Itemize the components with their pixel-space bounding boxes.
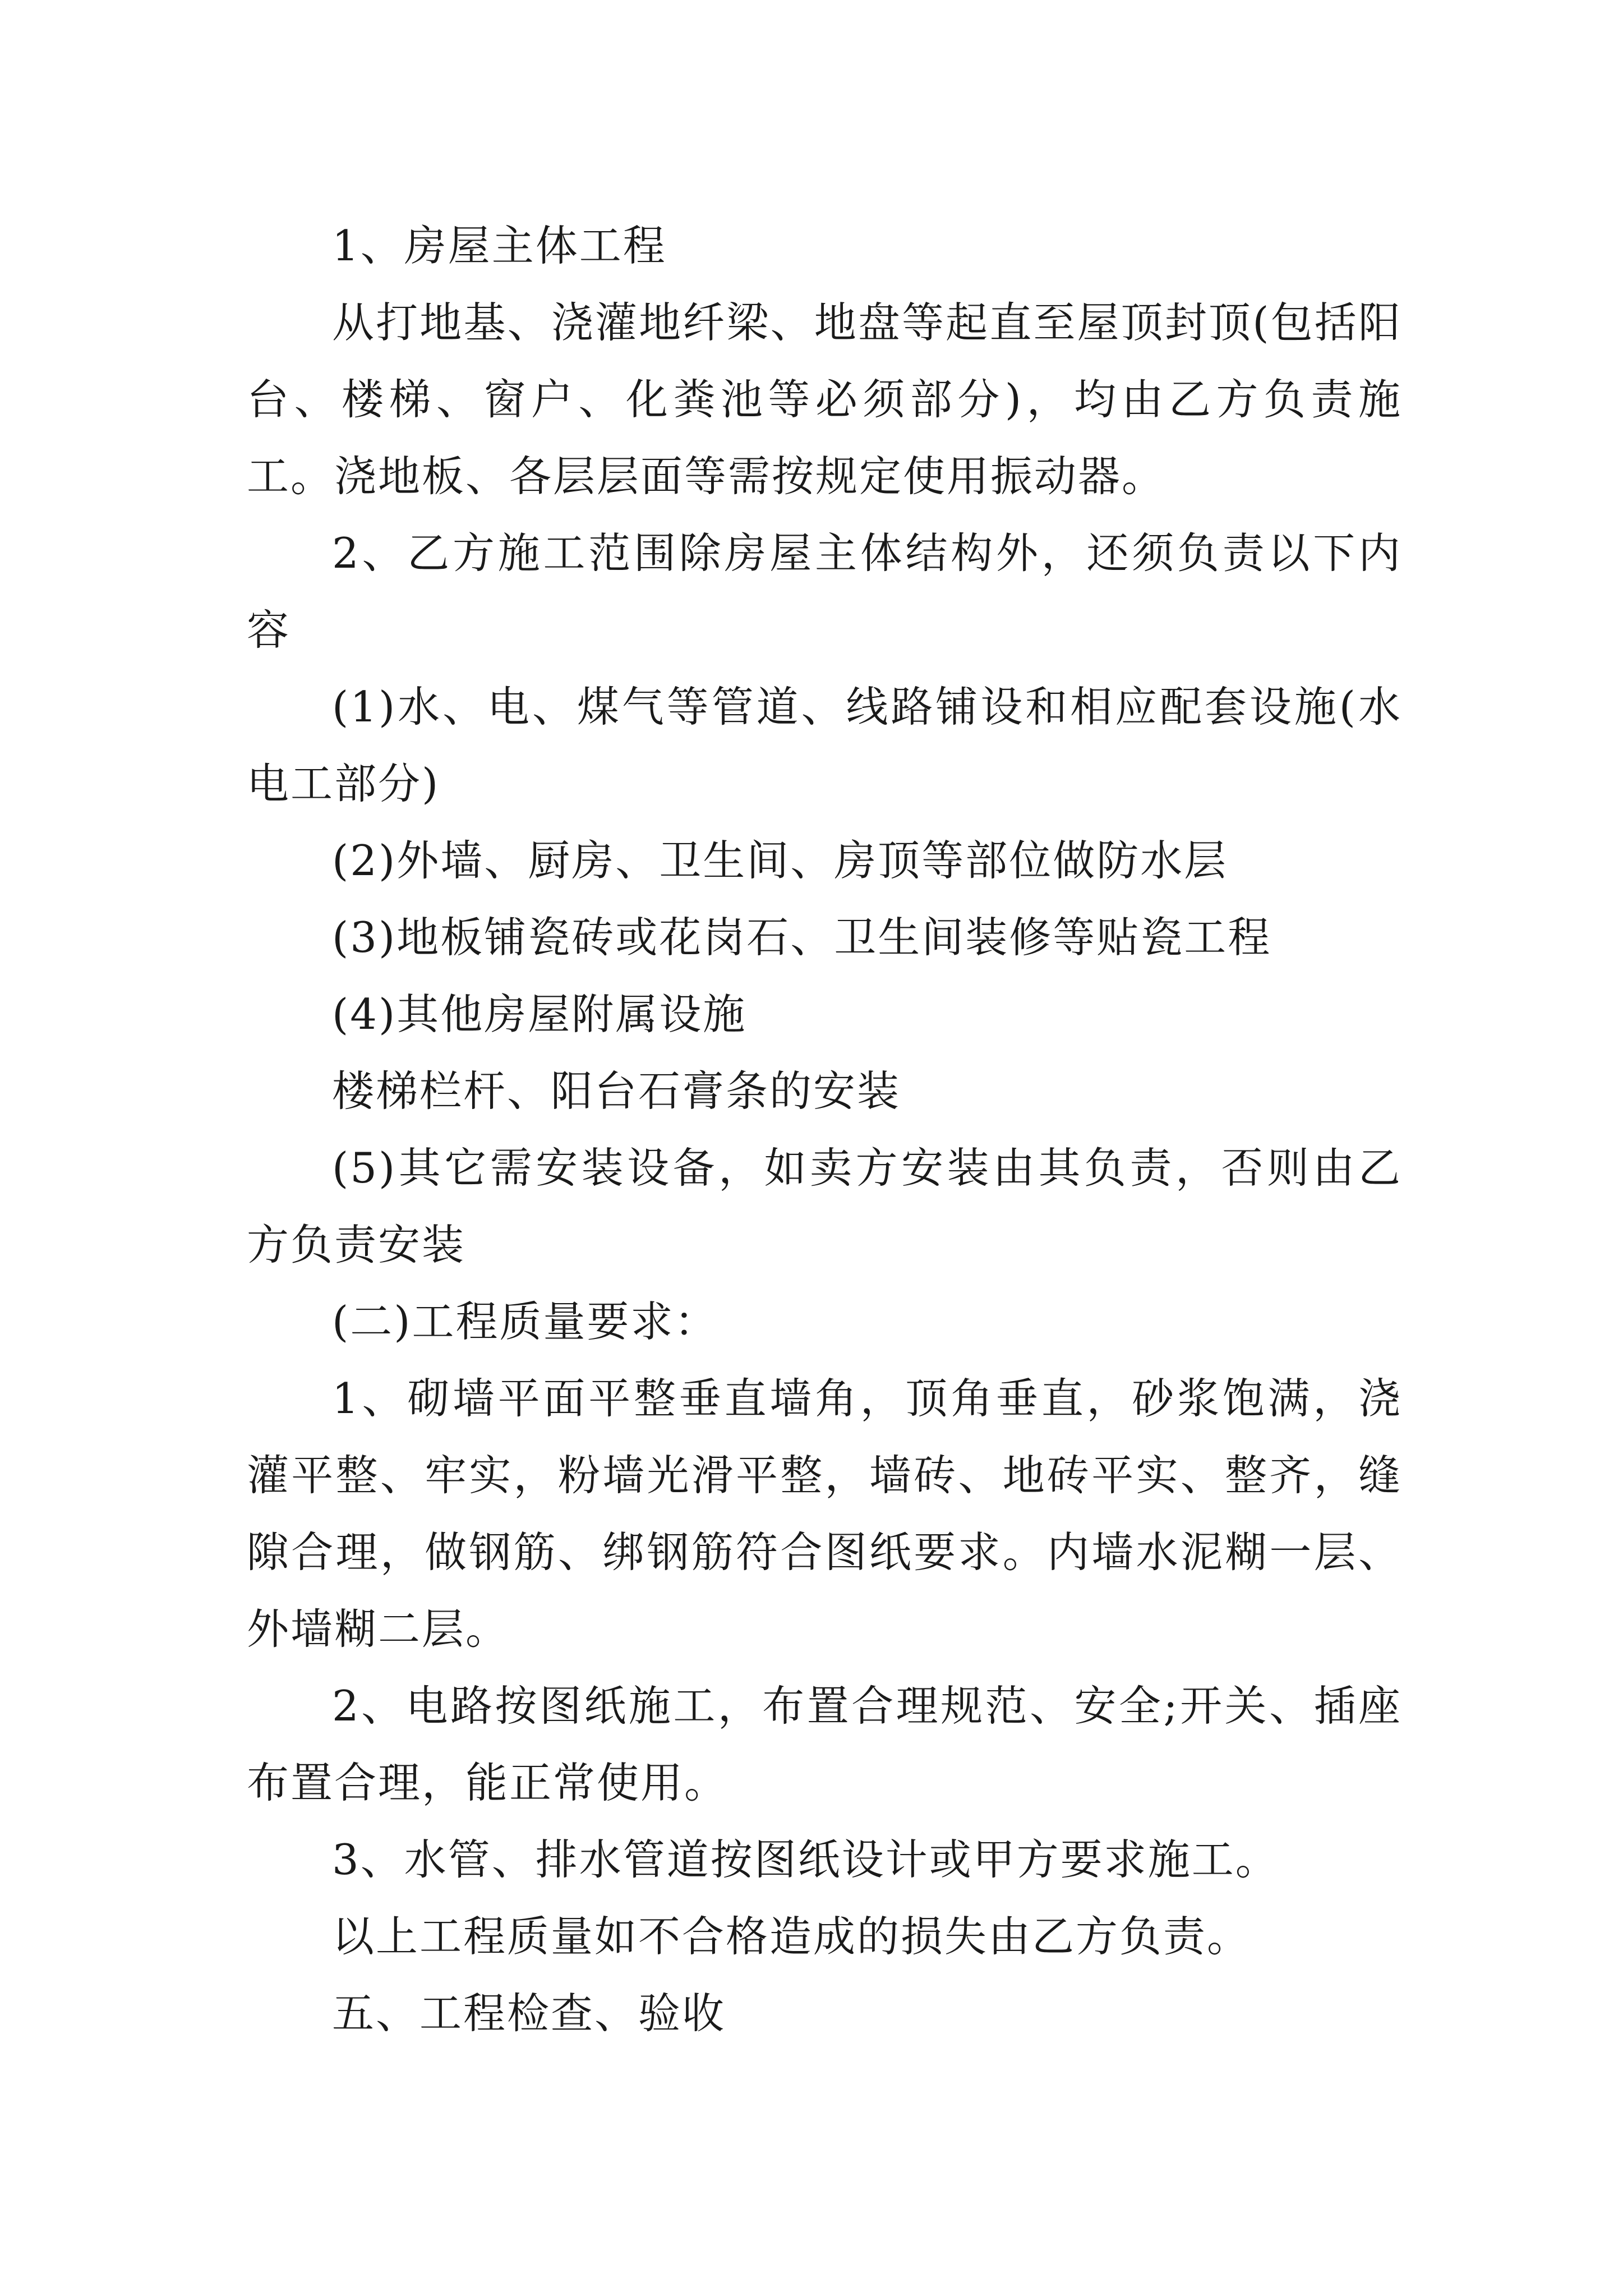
paragraph-plumbing-quality: 3、水管、排水管道按图纸设计或甲方要求施工。 bbox=[332, 1835, 1279, 1884]
list-item-other-equipment: (5)其它需安装设备，如卖方安装由其负责，否则由乙方负责安装 bbox=[247, 1143, 1402, 1269]
paragraph-railings-installation: 楼梯栏杆、阳台石膏条的安装 bbox=[332, 1066, 901, 1116]
section-heading-inspection: 五、工程检查、验收 bbox=[332, 1989, 726, 2038]
paragraph-liability: 以上工程质量如不合格造成的损失由乙方负责。 bbox=[332, 1912, 1251, 1961]
list-item-utilities: (1)水、电、煤气等管道、线路铺设和相应配套设施(水电工部分) bbox=[247, 682, 1402, 808]
document-body bbox=[247, 208, 1402, 2052]
paragraph-main-structure-scope: 从打地基、浇灌地纤梁、地盘等起直至屋顶封顶(包括阳台、楼梯、窗户、化粪池等必须部分)，均由乙方负责施工。浇地板、各层层面等需按规定使用振动器。 bbox=[247, 298, 1402, 501]
paragraph-masonry-quality: 1、砌墙平面平整垂直墙角，顶角垂直，砂浆饱满，浇灌平整、牢实，粉墙光滑平整，墙砖、地砖平实、整齐，缝隙合理，做钢筋、绑钢筋符合图纸要求。内墙水泥糊一层、外墙糊二层。 bbox=[247, 1374, 1402, 1654]
list-item-waterproofing: (2)外墙、厨房、卫生间、房顶等部位做防水层 bbox=[332, 836, 1228, 885]
section-heading-quality-requirements: (二)工程质量要求： bbox=[332, 1297, 718, 1346]
section-heading-construction-scope: 2、乙方施工范围除房屋主体结构外，还须负责以下内容 bbox=[247, 528, 1402, 655]
list-item-tiling: (3)地板铺瓷砖或花岗石、卫生间装修等贴瓷工程 bbox=[332, 913, 1272, 962]
list-item-other-facilities: (4)其他房屋附属设施 bbox=[332, 990, 747, 1039]
paragraph-electrical-quality: 2、电路按图纸施工，布置合理规范、安全;开关、插座布置合理，能正常使用。 bbox=[247, 1681, 1402, 1807]
section-heading-main-structure: 1、房屋主体工程 bbox=[332, 221, 667, 270]
